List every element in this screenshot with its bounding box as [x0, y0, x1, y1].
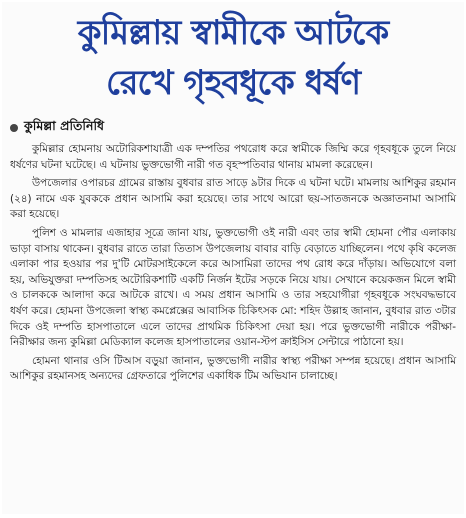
news-clipping — [2, 2, 464, 514]
article-body — [10, 142, 456, 385]
paragraph-3: পুলিশ ও মামলার এজাহার সূত্রে জানা যায়, ভুক্তভোগী ওই নারী এবং তার স্বামী হোমনা পৌর এলাকায় ভাড়া বাসায় থাকেন। বুধবার রাতে তারা তিতাস উপজেলায় বাবার বাড়ি বেড়াতে যাচ্ছিলেন। পথে কৃষি কলেজ এলাকা পার হওয়ার পর দু'টি মোটরসাইকেলে করে আসামিরা তাদের পথ রোধ করে দাঁড়ায়। অভিযোগে বলা হয়, অভিযুক্তরা দম্পতিসহ অটোরিকশাটি একটি নির্জন ইটের সড়কে নিয়ে যায়। সেখানে কয়েকজন মিলে স্বামী ও চালককে আলাদা করে আটকে রাখে। এ সময় প্রধান আসামি ও তার সহযোগীরা গৃহবধূকে সংঘবদ্ধভাবে ধর্ষণ করে। হোমনা উপজেলা স্বাস্থ্য কমপ্লেক্সের আবাসিক চিকিৎসক মো: শহিদ উল্লাহ জানান, বুধবার রাত ৩টার দিকে ওই দম্পতি হাসপাতালে এলে তাদের প্রাথমিক চিকিৎসা দেয়া হয়। পরে ভুক্তভোগী নারীকে পরীক্ষা-নিরীক্ষার জন্য কুমিল্লা মেডিক্যাল কলেজ হাসপাতালের ওয়ান-স্টপ ক্রাইসিস সেন্টারে পাঠানো হয়। — [10, 226, 456, 349]
paragraph-2: উপজেলার ওপারচর গ্রামের রাস্তায় বুধবার রাত সাড়ে ৯টার দিকে এ ঘটনা ঘটে। মামলায় আশিকুর রহমান (২৪) নামে এক যুবককে প্রধান আসামি করা হয়েছে। তার সাথে আরো ছয়-সাতজনকে অজ্ঞাতনামা আসামি করা হয়েছে। — [10, 177, 456, 221]
byline — [10, 118, 464, 138]
headline-line-2: রেখে গৃহবধূকে ধর্ষণ — [105, 63, 361, 103]
paragraph-1: কুমিল্লার হোমনায় অটোরিকশাযাত্রী এক দম্পতির পথরোধ করে স্বামীকে জিম্মি করে গৃহবধূকে তুলে নিয়ে ধর্ষণের ঘটনা ঘটেছে। এ ঘটনায় ভুক্তভোগী নারী গত বৃহস্পতিবার থানায় মামলা করেছেন। — [10, 143, 456, 171]
paragraph-4: হোমনা থানার ওসি টিআস বড়ুয়া জানান, ভুক্তভোগী নারীর স্বাস্থ্য পরীক্ষা সম্পন্ন হয়েছে। প্রধান আসামি আশিকুর রহমানসহ অন্যদের গ্রেফতারে পুলিশের একাধিক টিম অভিযান চালাচ্ছে। — [10, 354, 456, 383]
bullet-icon — [10, 124, 18, 132]
byline-text: কুমিল্লা প্রতিনিধি — [24, 118, 105, 133]
headline — [2, 2, 464, 108]
headline-line-1: কুমিল্লায় স্বামীকে আটকে — [77, 13, 389, 53]
